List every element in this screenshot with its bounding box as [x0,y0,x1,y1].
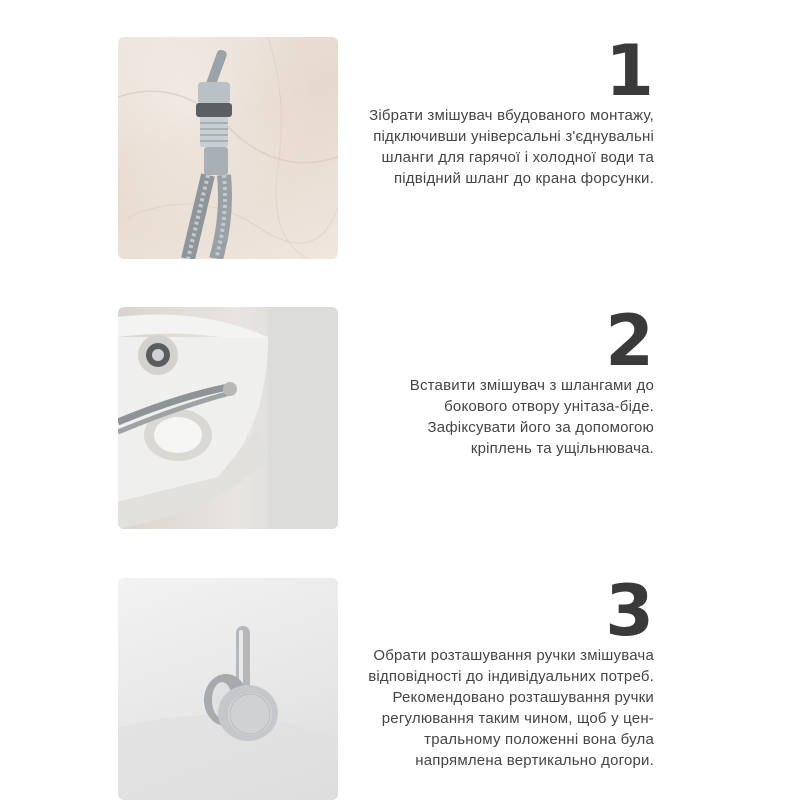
step-2-description [334,375,654,459]
step-3-line: регулювання таким чином, щоб у цен- [381,710,654,727]
step-2-line: Зафіксувати його за допомогою [427,419,654,436]
step-3-line: Обрати розташування ручки змішувача [373,647,654,664]
step-1-line: підключивши універсальні з'єднувальні [373,128,654,145]
step-3-line: тральному положенні вона була [424,731,654,748]
step-1-number: 1 [605,30,654,112]
step-3-line: відповідності до індивідуальних потреб. [368,668,654,685]
step-3-line: Рекомендовано розташування ручки [392,689,654,706]
step-2-line: бокового отвору унітаза-біде. [444,398,654,415]
step-1-description [334,105,654,189]
step-2-line: кріплень та ущільнювача. [470,440,654,457]
step-3-number: 3 [605,570,654,652]
step-3-photo [118,578,338,800]
step-3-description [334,645,654,771]
step-1-line: шланги для гарячої і холодної води та [381,149,654,166]
step-1-line: підвідний шланг до крана форсунки. [393,170,654,187]
step-1-photo [118,37,338,259]
step-1-line: Зібрати змішувач вбудованого монтажу, [369,107,654,124]
step-3-line: напрямлена вертикально догори. [415,752,654,769]
step-2-number: 2 [605,300,654,382]
step-2-photo [118,307,338,529]
step-2-line: Вставити змішувач з шлангами до [409,377,654,394]
